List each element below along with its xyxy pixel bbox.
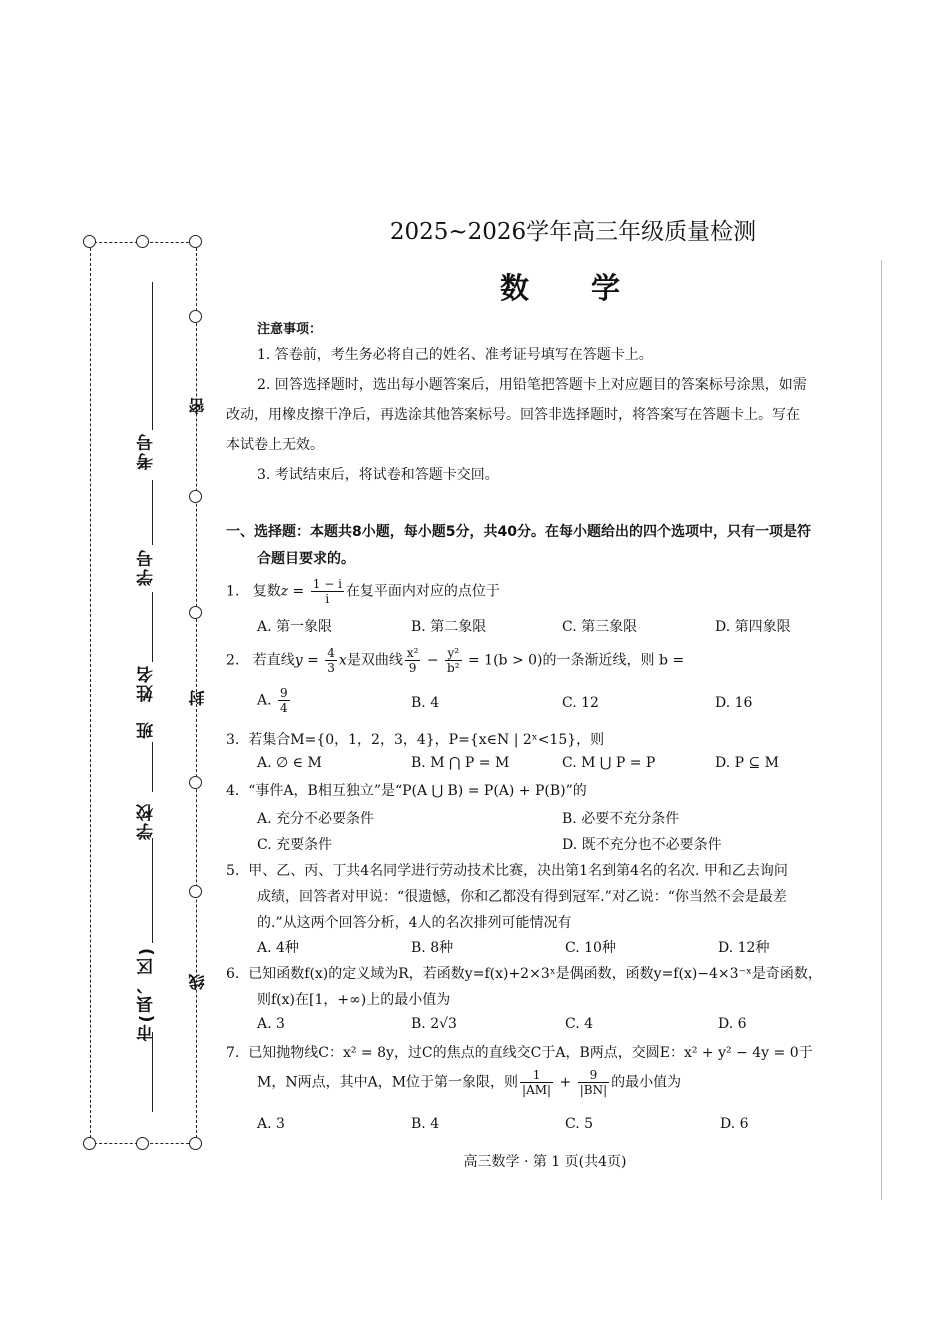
question-text: 复数 <box>252 583 281 600</box>
question-number: 3. <box>226 732 240 748</box>
fraction <box>520 1068 553 1097</box>
option-c[interactable]: C. 5 <box>565 1116 594 1132</box>
punch-hole-icon <box>83 1137 96 1150</box>
name-line[interactable] <box>152 592 153 662</box>
option-c[interactable]: C. M ⋃ P = P <box>562 755 656 771</box>
name-label: 姓名 <box>137 664 157 702</box>
option-b[interactable]: B. 8种 <box>411 940 454 956</box>
question-number: 7. <box>226 1045 240 1061</box>
minus: − <box>422 652 444 669</box>
option-b[interactable]: B. 4 <box>411 695 440 711</box>
punch-hole-icon <box>189 1137 202 1150</box>
question-number: 4. <box>226 783 240 799</box>
denominator: 9 <box>408 661 417 675</box>
numerator: 1 − i <box>312 577 342 591</box>
denominator: 3 <box>327 661 335 675</box>
student-id-line[interactable] <box>152 480 153 545</box>
punch-hole-icon <box>189 490 202 503</box>
denominator: |BN| <box>579 1083 608 1097</box>
punch-hole-icon <box>83 235 96 248</box>
notice-item-2-cont2: 本试卷上无效。 <box>226 437 324 453</box>
seal-mark-xian: 线 <box>188 974 207 990</box>
option-b[interactable]: B. 4 <box>411 1116 440 1132</box>
numerator: 9 <box>578 1068 609 1083</box>
question-text: 已知抛物线C：x² = 8y，过C的焦点的直线交C于A，B两点，交圆E：x² + y² − 4y = 0于 <box>248 1045 813 1061</box>
question-text: 若集合M={0，1，2，3，4}，P={x∈N | 2ˣ<15}，则 <box>248 732 605 748</box>
punch-hole-icon <box>189 885 202 898</box>
notice-item-2: 2. 回答选择题时，选出每小题答案后，用铅笔把答题卡上对应题目的答案标号涂黑，如需 <box>257 377 807 393</box>
fraction <box>278 686 290 715</box>
option-a[interactable] <box>257 686 292 715</box>
question-text: 在复平面内对应的点位于 <box>345 583 500 600</box>
question-text: 的最小值为 <box>611 1074 682 1091</box>
question-number: 2. <box>226 652 240 669</box>
question-text: 若直线 <box>252 652 295 669</box>
option-c[interactable]: C. 12 <box>562 695 599 711</box>
numerator: 9 <box>280 686 288 700</box>
page-edge <box>881 260 882 1200</box>
option-c[interactable]: C. 充要条件 <box>257 837 333 853</box>
numerator: 4 <box>327 646 335 660</box>
punch-hole-icon <box>189 776 202 789</box>
option-a[interactable]: A. 3 <box>257 1016 285 1032</box>
question-6-line-2: 则f(x)在[1，+∞)上的最小值为 <box>257 992 451 1008</box>
student-id-label: 学号 <box>137 548 157 586</box>
option-d[interactable]: D. 16 <box>715 695 753 711</box>
city-line[interactable] <box>152 1032 153 1112</box>
equals: = <box>302 652 324 669</box>
numerator: y² <box>445 646 462 661</box>
subject-title: 数 学 <box>499 271 647 305</box>
section-heading: 一、选择题：本题共8小题，每小题5分，共40分。在每小题给出的四个选项中，只有一项是符 <box>226 524 811 540</box>
equals: = <box>288 583 309 600</box>
fraction <box>311 577 344 606</box>
question-number: 6. <box>226 966 240 982</box>
fraction <box>578 1068 609 1097</box>
option-c[interactable]: C. 第三象限 <box>562 619 638 635</box>
option-b[interactable]: B. 2√3 <box>411 1016 457 1032</box>
option-a[interactable]: A. 第一象限 <box>257 619 333 635</box>
question-text: M，N两点，其中A，M位于第一象限，则 <box>257 1074 519 1091</box>
question-5 <box>226 860 788 880</box>
question-7 <box>226 1042 813 1062</box>
fraction <box>325 646 337 675</box>
option-b[interactable]: B. M ⋂ P = M <box>411 755 510 771</box>
question-5-line-2: 成绩，回答者对甲说：“很遗憾，你和乙都没有得到冠军.”对乙说：“你当然不会是最差 <box>257 889 787 905</box>
option-d[interactable]: D. 6 <box>720 1116 749 1132</box>
option-c[interactable]: C. 4 <box>565 1016 594 1032</box>
denominator: b² <box>447 661 460 675</box>
question-2 <box>226 646 684 675</box>
plus: + <box>555 1074 576 1091</box>
fraction <box>405 646 421 675</box>
fraction <box>445 646 462 675</box>
option-letter: A. <box>257 692 272 709</box>
seal-mark-feng: 封 <box>188 690 207 706</box>
variable: x <box>338 652 347 669</box>
notice-item-3: 3. 考试结束后，将试卷和答题卡交回。 <box>257 467 499 483</box>
section-heading-cont: 合题目要求的。 <box>257 551 355 567</box>
seal-mark-mi: 密 <box>188 398 207 414</box>
question-4 <box>226 780 587 800</box>
school-label: 学校 <box>137 802 157 840</box>
option-a[interactable]: A. ∅ ∈ M <box>257 755 322 771</box>
variable: z <box>280 583 289 600</box>
variable: y <box>294 652 303 669</box>
notice-item-1: 1. 答卷前，考生务必将自己的姓名、准考证号填写在答题卡上。 <box>257 347 653 363</box>
option-d[interactable]: D. 第四象限 <box>715 619 791 635</box>
question-text: = 1(b > 0)的一条渐近线，则 b = <box>463 652 685 669</box>
question-5-line-3: 的.”从这两个回答分析，4人的名次排列可能情况有 <box>257 915 572 931</box>
question-text: 已知函数f(x)的定义域为R，若函数y=f(x)+2×3ˣ是偶函数，函数y=f(x)−4×3⁻ˣ是奇函数， <box>248 966 822 982</box>
question-6 <box>226 963 822 983</box>
option-d[interactable]: D. 12种 <box>718 940 770 956</box>
question-7-line-2 <box>257 1068 681 1097</box>
option-b[interactable]: B. 必要不充分条件 <box>562 811 680 827</box>
school-line[interactable] <box>152 838 153 943</box>
option-d[interactable]: D. P ⊆ M <box>715 755 780 771</box>
question-3 <box>226 729 604 749</box>
question-text: 甲、乙、丙、丁共4名同学进行劳动技术比赛，决出第1名到第4名的名次. 甲和乙去询问 <box>248 863 788 879</box>
punch-hole-icon <box>136 1137 149 1150</box>
exam-number-label: 考号 <box>137 432 157 470</box>
numerator: x² <box>406 646 419 660</box>
city-label: 市(县、区) <box>137 946 157 1042</box>
option-a[interactable]: A. 3 <box>257 1116 285 1132</box>
option-d[interactable]: D. 既不充分也不必要条件 <box>562 837 722 853</box>
class-label: 班 <box>137 720 157 739</box>
exam-title: 2025~2026学年高三年级质量检测 <box>389 219 757 245</box>
punch-hole-icon <box>189 606 202 619</box>
question-number: 1. <box>226 583 240 600</box>
class-line[interactable] <box>152 742 153 792</box>
option-c[interactable]: C. 10种 <box>565 940 616 956</box>
question-text: 是双曲线 <box>346 652 403 669</box>
option-a[interactable]: A. 4种 <box>257 940 299 956</box>
denominator: |AM| <box>522 1083 552 1097</box>
question-1 <box>226 577 500 606</box>
notice-heading: 注意事项： <box>257 322 323 337</box>
option-a[interactable]: A. 充分不必要条件 <box>257 811 375 827</box>
question-text: “事件A，B相互独立”是“P(A ⋃ B) = P(A) + P(B)”的 <box>248 783 587 799</box>
option-d[interactable]: D. 6 <box>718 1016 747 1032</box>
left-dashed-line <box>90 248 91 1138</box>
numerator: 1 <box>520 1068 553 1083</box>
punch-hole-icon <box>189 310 202 323</box>
denominator: i <box>325 592 330 606</box>
denominator: 4 <box>280 701 288 715</box>
notice-item-2-cont: 改动，用橡皮擦干净后，再选涂其他答案标号。回答非选择题时，将答案写在答题卡上。写在 <box>226 407 800 423</box>
page-footer: 高三数学 · 第 1 页(共4页) <box>463 1154 627 1170</box>
option-b[interactable]: B. 第二象限 <box>411 619 487 635</box>
question-number: 5. <box>226 863 240 879</box>
